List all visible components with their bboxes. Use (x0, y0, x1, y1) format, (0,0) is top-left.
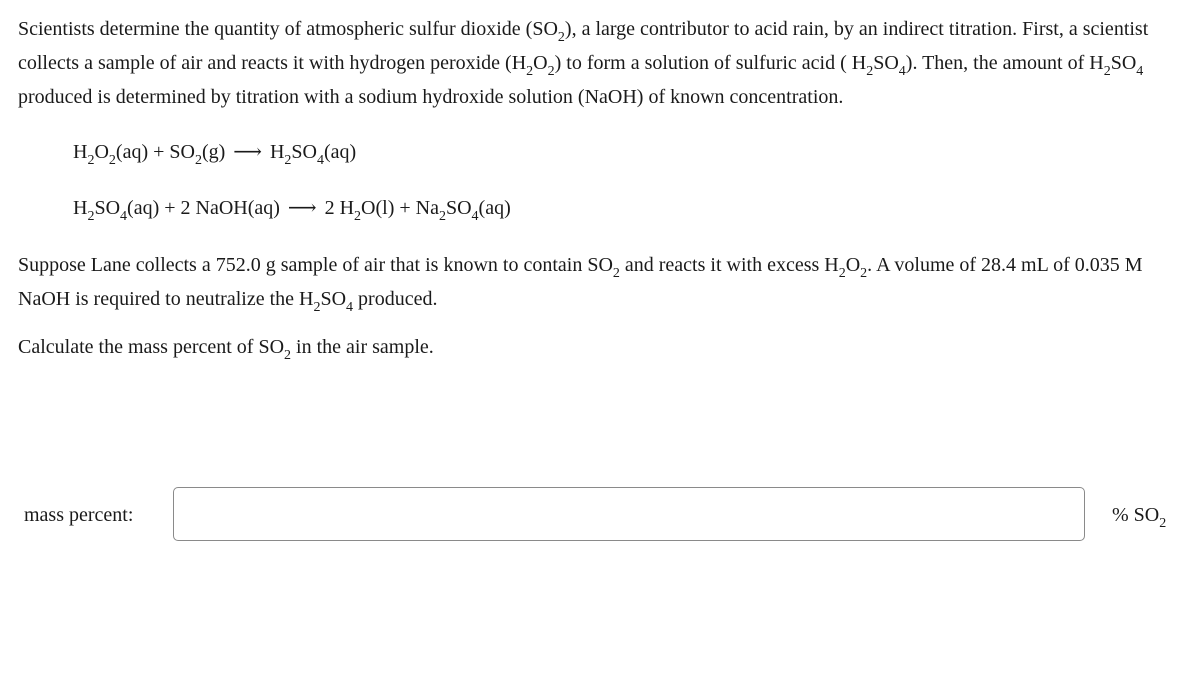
formula-text: SO (94, 197, 121, 219)
subscript: 2 (354, 209, 362, 224)
reaction-equation-1 (73, 138, 1178, 166)
subscript: 2 (87, 209, 95, 224)
reaction-arrow: ⟶ (233, 141, 262, 163)
unit-text: % SO (1112, 504, 1160, 526)
formula-text: H (269, 141, 285, 163)
reaction-equation-2 (73, 194, 1178, 222)
subscript: 4 (471, 209, 479, 224)
subscript: 2 (526, 64, 534, 79)
scenario-text: O (845, 254, 861, 276)
question-text: Calculate the mass percent of SO (18, 336, 285, 358)
subscript: 2 (547, 64, 555, 79)
scenario-text: SO (320, 288, 347, 310)
formula-text: (aq) + 2 NaOH(aq) (127, 197, 280, 219)
subscript: 4 (316, 153, 324, 168)
intro-text: Scientists determine the quantity of atmospheric sulfur dioxide (SO (18, 18, 558, 40)
subscript: 2 (194, 153, 202, 168)
mass-percent-input[interactable] (173, 487, 1085, 541)
subscript: 2 (838, 266, 846, 281)
scenario-text: and reacts it with excess H (619, 254, 839, 276)
subscript: 4 (346, 300, 354, 315)
intro-text: O (533, 52, 548, 74)
intro-text: ). Then, the amount of H (905, 52, 1104, 74)
subscript: 4 (1136, 64, 1144, 79)
subscript: 2 (108, 153, 116, 168)
answer-row (0, 487, 1198, 541)
subscript: 2 (1159, 516, 1167, 531)
subscript: 2 (612, 266, 620, 281)
intro-paragraph (18, 12, 1178, 114)
formula-text: H (73, 141, 88, 163)
intro-text: produced is determined by titration with a sodium hydroxide solution (NaOH) of known concentration. (18, 86, 844, 108)
subscript: 2 (438, 209, 446, 224)
reaction-arrow: ⟶ (287, 197, 317, 219)
scenario-paragraph (18, 248, 1178, 316)
unit-label (1112, 503, 1167, 531)
subscript: 2 (866, 64, 874, 79)
intro-text: SO (873, 52, 899, 74)
formula-text: SO (445, 197, 472, 219)
formula-text: H (73, 197, 88, 219)
subscript: 4 (898, 64, 906, 79)
subscript: 2 (284, 153, 292, 168)
intro-text: ), a large contributor to acid rain, by an indirect titration. First, a scientist collects a sample of air and reacts it with hydrogen peroxide (H (18, 18, 1149, 74)
intro-text: ) to form a solution of sulfuric acid ( H (554, 52, 867, 74)
question-text: in the air sample. (291, 336, 434, 358)
scenario-text: Suppose Lane collects a 752.0 g sample of air that is known to contain SO (18, 254, 613, 276)
subscript: 2 (87, 153, 95, 168)
subscript: 4 (120, 209, 128, 224)
scenario-text: produced. (353, 288, 438, 310)
formula-text: (aq) + SO (115, 141, 195, 163)
formula-text: (g) (201, 141, 226, 163)
formula-text: SO (291, 141, 317, 163)
formula-text: O(l) + Na (361, 197, 439, 219)
subscript: 2 (557, 30, 565, 45)
formula-text: (aq) (478, 197, 511, 219)
intro-text: SO (1110, 52, 1137, 74)
scenario-text: . A volume of 28.4 mL of 0.035 M NaOH is required to neutralize the H (18, 254, 1143, 310)
problem-text (18, 12, 1178, 364)
formula-text: 2 H (324, 197, 355, 219)
question-prompt (18, 330, 1178, 364)
formula-text: (aq) (323, 141, 357, 163)
formula-text: O (94, 141, 109, 163)
subscript: 2 (284, 348, 292, 363)
mass-percent-label: mass percent: (24, 504, 134, 526)
subscript: 2 (313, 300, 321, 315)
subscript: 2 (860, 266, 868, 281)
subscript: 2 (1103, 64, 1111, 79)
